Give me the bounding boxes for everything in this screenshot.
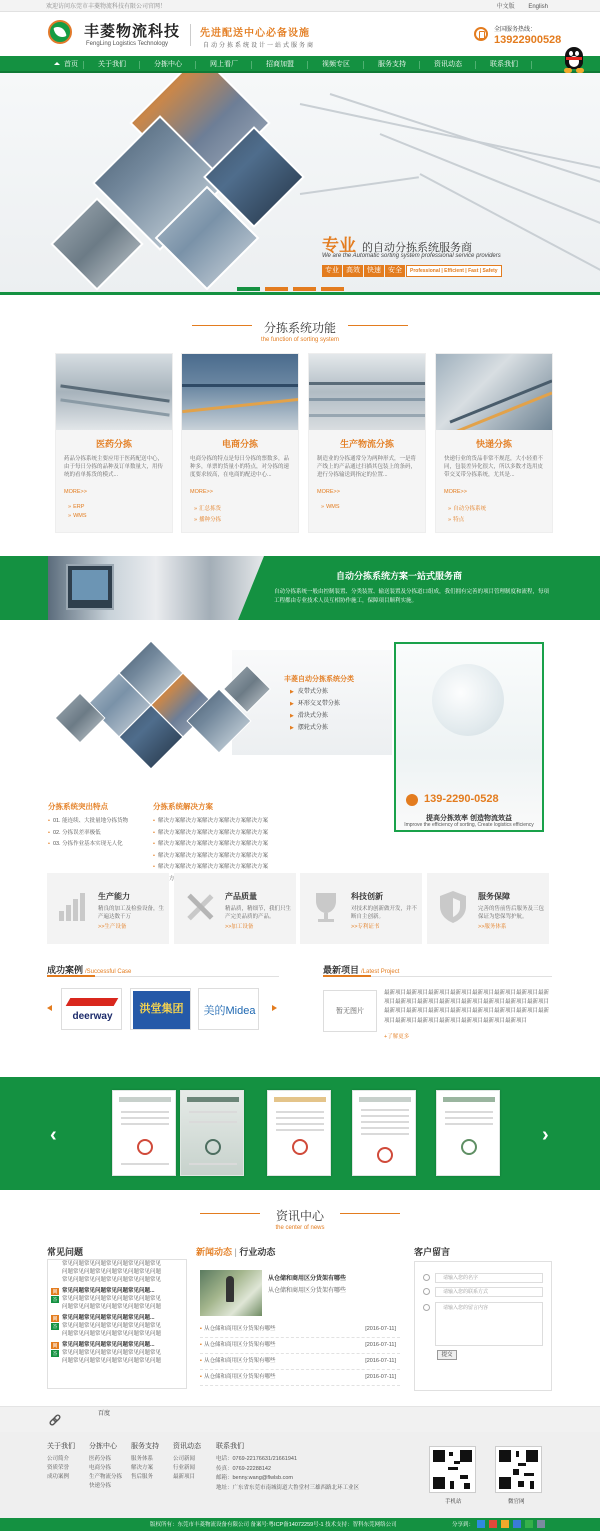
card-title: 快递分拣 (475, 439, 512, 449)
function-card-ecommerce[interactable] (181, 353, 299, 533)
submit-button[interactable]: 提交 (437, 1350, 457, 1360)
banner-dot[interactable] (237, 287, 260, 291)
message-title: 客户留言 (414, 1247, 451, 1257)
service-desc: 精良的加工及检验设备，生产遍达数千万 (98, 906, 165, 920)
function-card-medicine[interactable] (55, 353, 173, 533)
hotline-number: 13922900528 (494, 34, 562, 46)
site-header (0, 12, 600, 56)
case-logo-hongtang[interactable]: 洪堂集团 (130, 988, 191, 1030)
certificate-image[interactable] (267, 1090, 331, 1176)
card-desc: 制造业的分拣通常分为两种形式，一是将产线上的产品通过扫描其包装上的条码，进行分拣输送到指定的位置... (317, 456, 417, 478)
faq-badge: 问 (52, 1289, 58, 1294)
message-form (414, 1261, 552, 1391)
card-sub-link[interactable]: » 播种分拣 (182, 515, 298, 523)
banner-title: 专业 的自动分拣系统服务商 (322, 236, 472, 255)
company-logo-icon[interactable] (48, 20, 72, 44)
name-input[interactable]: 请输入您的名字 (435, 1273, 543, 1283)
cert-next-arrow-icon[interactable]: › (542, 1124, 549, 1146)
faq-item[interactable] (48, 1349, 186, 1357)
lang-chinese-link[interactable]: 中文版 (496, 4, 515, 10)
footer-col-support: 服务支持 服务体系 解决方案 售后服务 (131, 1443, 159, 1480)
case-logo-deerway[interactable]: deerway (61, 988, 122, 1030)
nav-item-sorting[interactable]: 分拣中心 (140, 56, 196, 73)
solutions-item[interactable]: • 解决方案解决方案解决方案解决方案解决方案 (153, 839, 268, 851)
service-title: 科技创新 (351, 892, 383, 901)
cases-next-arrow-icon[interactable] (272, 1005, 277, 1011)
service-box-capacity[interactable] (47, 873, 169, 944)
service-link[interactable]: >>服务体系 (478, 924, 507, 930)
share-tencent-icon[interactable] (501, 1520, 509, 1528)
qr-code-wechat (495, 1446, 542, 1493)
card-desc: 快递行业的货品非常不规范，大小轻重不同，包装差异化很大，所以多数才选用皮带交叉带分拣系统，尤其是... (444, 456, 544, 478)
news-item[interactable]: ▪ 从仓储和商用区分货架有哪些 [2016-07-11] (200, 1322, 400, 1338)
service-title: 服务保障 (478, 892, 510, 901)
ad-slogan-en: Improve the efficiency of sorting, Create logistics efficiency (404, 822, 534, 828)
service-box-quality[interactable] (174, 873, 296, 944)
faq-item[interactable] (48, 1341, 186, 1349)
news-item[interactable]: ▪ 从仓储和商用区分货架有哪些 [2016-07-11] (200, 1370, 400, 1386)
tab-company-news[interactable]: 新闻动态 (196, 1247, 233, 1257)
service-link[interactable]: >>生产设备 (98, 924, 127, 930)
nav-item-support[interactable]: 服务支持 (364, 56, 420, 73)
solutions-item[interactable]: • 解决方案解决方案解决方案解决方案解决方案 (153, 851, 268, 863)
faq-text: 常见问题常见问题常见问题常见问题... (62, 1288, 155, 1294)
cases-divider (47, 976, 279, 977)
banner-dot[interactable] (321, 287, 344, 291)
link-chain-icon (48, 1413, 62, 1427)
service-desc: 精品质，精细节，我们只生产完美品质的产品。 (225, 906, 292, 920)
contact-ad-panel[interactable] (394, 642, 544, 832)
banner-dot[interactable] (265, 287, 288, 291)
qr-wechat-label: 微官网 (508, 1499, 525, 1505)
faq-badge: 答 (52, 1351, 58, 1356)
card-sub-link[interactable]: » WMS (309, 504, 425, 510)
solution-title: 自动分拣系统方案一站式服务商 (336, 571, 463, 581)
home-icon (54, 59, 60, 65)
faq-text: 常见问题常见问题常见问题常见问题常见 (62, 1261, 162, 1267)
service-box-innovation[interactable] (300, 873, 422, 944)
nav-item-franchise[interactable]: 招商加盟 (252, 56, 308, 73)
project-text: 最新项目最新项目最新项目最新项目最新项目最新项目最新项目最新项目最新项目最新项目最新项目最新项目最新项目最新项目最新项目最新项目最新项目最新项目最新项目最新项目最新项目最新项目最新项目最新项目最新项目最新项目最新项目最新项目最新项目 (384, 990, 550, 1024)
share-weibo-icon[interactable] (489, 1520, 497, 1528)
service-title: 产品质量 (225, 892, 257, 901)
types-heading: 丰菱自动分拣系统分类 (284, 676, 354, 683)
nav-item-news[interactable]: 资讯动态 (420, 56, 476, 73)
news-headline[interactable]: 从仓储和商用区分货架有哪些 (268, 1276, 347, 1282)
share-qzone-icon[interactable] (477, 1520, 485, 1528)
faq-text: 问题常见问题常见问题常见问题常见问题 (62, 1304, 162, 1310)
certificate-image[interactable] (180, 1090, 244, 1176)
faq-text: 常见问题常见问题常见问题常见问题常见 (62, 1277, 162, 1283)
share-label: 分享到： (452, 1522, 475, 1528)
card-sub-link[interactable]: » 汇总拣货 (182, 504, 298, 512)
service-title: 生产能力 (98, 892, 130, 901)
solutions-title: 分拣系统解决方案 (153, 802, 213, 811)
service-link[interactable]: >>专利证书 (351, 924, 380, 930)
service-link[interactable]: >>加工设备 (225, 924, 254, 930)
card-title: 生产物流分拣 (339, 439, 394, 449)
tab-industry-news[interactable]: 行业动态 (239, 1247, 276, 1257)
share-wechat-icon[interactable] (525, 1520, 533, 1528)
faq-text: 问题常见问题常见问题常见问题常见问题 (62, 1358, 162, 1364)
top-bar (0, 0, 600, 12)
qr-code-mobile (429, 1446, 476, 1493)
banner-tag: 专业 (322, 265, 342, 277)
faq-item[interactable] (48, 1357, 186, 1365)
types-item[interactable]: ▶ 皮带式分拣 (290, 686, 340, 698)
trophy-icon (306, 887, 346, 927)
card-desc: 电商分拣的特点是每日分拣的票数多，品种多，单票的货量小的特点，对分拣的速度要求较高，在电商的配送中心... (190, 456, 290, 478)
tools-icon (180, 887, 220, 927)
contact-input[interactable]: 请输入您的联系方式 (435, 1287, 543, 1297)
news-headline-sub: 从仓储和商用区分货架有哪些 (268, 1288, 347, 1294)
qr-mobile-label: 手机站 (445, 1499, 462, 1505)
faq-badge: 问 (52, 1316, 58, 1321)
footer-col-about: 关于我们 公司简介 资质荣誉 成功案例 (47, 1443, 75, 1480)
types-item[interactable]: ▶ 摆轮式分拣 (290, 722, 340, 734)
lang-english-link[interactable]: English (528, 4, 548, 10)
nav-item-about[interactable]: 关于我们 (84, 56, 140, 73)
card-title: 医药分拣 (95, 439, 132, 449)
card-more-link[interactable]: MORE>> (64, 489, 87, 495)
faq-badge: 答 (52, 1324, 58, 1329)
faq-item[interactable] (48, 1276, 186, 1284)
news-list (200, 1322, 400, 1386)
friend-links-bar (0, 1406, 600, 1432)
faq-item[interactable] (48, 1303, 186, 1311)
company-name-en: FengLing Logistics Technology (86, 41, 168, 47)
nav-item-home[interactable]: 首页 (48, 56, 84, 73)
main-nav (0, 56, 600, 73)
projects-title: 最新项目 /Latest Project (323, 965, 400, 975)
nav-item-factory[interactable]: 网上看厂 (196, 56, 252, 73)
solutions-item[interactable]: • 解决方案解决方案解决方案解决方案解决方案 (153, 816, 268, 828)
card-sub-link[interactable]: » 特点 (436, 515, 552, 523)
projects-divider (323, 976, 552, 977)
shield-icon (433, 887, 473, 927)
contact-icon (423, 1288, 430, 1295)
hero-banner[interactable] (0, 73, 600, 295)
faq-text: 常见问题常见问题常见问题常见问题... (62, 1342, 155, 1348)
company-name[interactable]: 丰菱物流科技 (84, 22, 181, 40)
message-textarea[interactable]: 请输入您的留言内容 (435, 1302, 543, 1346)
message-icon (423, 1304, 430, 1311)
ad-slogan: 提高分拣效率 创造物流效益 (426, 815, 512, 822)
news-tabs: 新闻动态 | 行业动态 (196, 1247, 276, 1257)
news-item[interactable]: ▪ 从仓储和商用区分货架有哪些 [2016-07-11] (200, 1354, 400, 1370)
types-list (290, 686, 340, 734)
faq-text: 常见问题常见问题常见问题常见问题常见 (62, 1296, 162, 1302)
footer-col-contact: 联系我们 (216, 1443, 244, 1450)
faq-list (47, 1259, 187, 1389)
features-list (48, 816, 128, 851)
copyright-bar (0, 1518, 600, 1531)
phone-icon (474, 27, 488, 41)
features-item: • 02. 分拣误差率极低 (48, 828, 128, 840)
share-more-icon[interactable] (537, 1520, 545, 1528)
card-more-link[interactable]: MORE>> (190, 489, 213, 495)
faq-text: 问题常见问题常见问题常见问题常见问题 (62, 1269, 162, 1275)
faq-item[interactable] (48, 1268, 186, 1276)
cases-title: 成功案例 /Successful Case (47, 965, 132, 975)
news-item[interactable]: ▪ 从仓储和商用区分货架有哪些 [2016-07-11] (200, 1338, 400, 1354)
ad-phone-number: 139-2290-0528 (424, 793, 499, 805)
service-desc: 对技术的创新做开发，并不断自主创新。 (351, 906, 418, 920)
footer-col-sorting: 分拣中心 医药分拣 电商分拣 生产物流分拣 快递分拣 (89, 1443, 123, 1489)
faq-item[interactable] (48, 1330, 186, 1338)
banner-tag: 高效 (343, 265, 363, 277)
globe-graphic (432, 664, 504, 736)
nav-item-video[interactable]: 视频专区 (308, 56, 364, 73)
solution-screen-photo (66, 564, 114, 610)
functions-section-title: 分拣系统功能 the function of sorting system (0, 319, 600, 343)
language-switch (485, 1, 548, 10)
faq-item[interactable] (48, 1322, 186, 1330)
card-title: 电商分拣 (221, 439, 258, 449)
copyright-text: 版权所有：东莞市丰菱物流设备有限公司 备案号:粤ICP备14072259号-1 技术支持：智科东莞网络公司 (150, 1522, 397, 1528)
types-item[interactable]: ▶ 滑块式分拣 (290, 710, 340, 722)
faq-item[interactable] (48, 1287, 186, 1295)
user-icon (423, 1274, 430, 1281)
cases-prev-arrow-icon[interactable] (47, 1005, 52, 1011)
welcome-text: 欢迎访问东莞市丰菱物流科技有限公司官网！ (46, 4, 167, 10)
faq-item[interactable] (48, 1295, 186, 1303)
case-logo-midea[interactable]: 美的Midea (198, 988, 259, 1030)
features-item: • 01. 能连续、大批量地分拣货物 (48, 816, 128, 828)
card-photo (309, 354, 425, 430)
news-section-title: 资讯中心 the center of news (0, 1207, 600, 1231)
faq-item[interactable] (48, 1260, 186, 1268)
faq-text: 常见问题常见问题常见问题常见问题常见 (62, 1350, 162, 1356)
service-box-support[interactable] (427, 873, 549, 944)
function-card-express[interactable] (435, 353, 553, 533)
cert-prev-arrow-icon[interactable]: ‹ (50, 1124, 57, 1146)
faq-badge: 答 (52, 1297, 58, 1302)
features-title: 分拣系统突出特点 (48, 802, 108, 811)
card-sub-link[interactable]: » WMS (56, 513, 172, 519)
faq-title: 常见问题 (47, 1247, 84, 1257)
solutions-item[interactable]: • 解决方案解决方案解决方案解决方案解决方案 (153, 828, 268, 840)
card-sub-link[interactable]: » 自动分拣系统 (436, 504, 552, 512)
faq-badge: 问 (52, 1343, 58, 1348)
footer-contact-info: 电话：0769-22176631/21661941 传真：0769-22288142 邮箱：benny.wang@flwlsb.com 地址：广东省东莞市南城街道大鲁堂村三雄西路北环工业区 (216, 1456, 360, 1491)
banner-subtitle: We are the Automatic sorting system professional service providers (322, 253, 501, 259)
card-photo (436, 354, 552, 430)
header-divider (190, 24, 191, 46)
banner-tags (322, 265, 502, 277)
news-headline-image[interactable] (200, 1270, 262, 1316)
card-desc: 药品分拣系统主要应用于医药配送中心，由于每日分拣的品种及订单数量大，用传统的看单拣货的模式... (64, 456, 164, 478)
function-card-production[interactable] (308, 353, 426, 533)
phone-icon (406, 794, 418, 806)
footer-col-news: 资讯动态 公司新闻 行业新闻 最新项目 (173, 1443, 201, 1480)
nav-item-contact[interactable]: 联系我们 (476, 56, 532, 73)
project-thumbnail[interactable]: 暂无图片 (323, 990, 377, 1032)
card-more-link[interactable]: MORE>> (444, 489, 467, 495)
faq-text: 常见问题常见问题常见问题常见问题常见 (62, 1323, 162, 1329)
card-more-link[interactable]: MORE>> (317, 489, 340, 495)
certificate-image[interactable] (112, 1090, 176, 1176)
faq-text: 常见问题常见问题常见问题常见问题... (62, 1315, 155, 1321)
solution-text: 自动分拣系统一般由控制装置、分类装置、输送装置及分拣道口组成，我们拥有完善的项目管理制度和流程，每项工程都由专业技术人员互相协作施工，保障项目顺利实施。 (274, 589, 550, 604)
header-slogan-sub: 自动分拣系统设计一站式服务商 (203, 43, 316, 49)
banner-tags-en: Professional | Efficient | Fast | Safety (406, 265, 502, 277)
banner-tag: 安全 (385, 265, 405, 277)
certificate-image[interactable] (436, 1090, 500, 1176)
card-sub-link[interactable]: » ERP (56, 504, 172, 510)
share-renren-icon[interactable] (513, 1520, 521, 1528)
project-more-link[interactable]: +了解更多 (384, 1034, 410, 1040)
types-item[interactable]: ▶ 环形交叉带分拣 (290, 698, 340, 710)
solutions-item[interactable]: • 解决方案解决方案解决方案解决方案解决方案 (153, 862, 268, 874)
card-photo (56, 354, 172, 430)
header-slogan: 先进配送中心必备设施 (200, 28, 310, 39)
bar-chart-icon (53, 887, 93, 927)
banner-pagination (237, 287, 349, 291)
service-desc: 完善的售前售后服务及三包保证为您保驾护航。 (478, 906, 545, 920)
banner-tag: 快速 (364, 265, 384, 277)
certificate-image[interactable] (352, 1090, 416, 1176)
banner-bottom-stripe (0, 292, 600, 295)
hotline-label: 全国服务热线： (494, 27, 537, 33)
faq-text: 问题常见问题常见问题常见问题常见问题 (62, 1331, 162, 1337)
banner-dot[interactable] (293, 287, 316, 291)
faq-item[interactable] (48, 1314, 186, 1322)
card-photo (182, 354, 298, 430)
friend-link[interactable]: 百度 (98, 1411, 111, 1417)
features-item: • 03. 分拣作业基本实现无人化 (48, 839, 128, 851)
qq-chat-icon[interactable] (563, 47, 585, 73)
solution-band (0, 556, 600, 620)
